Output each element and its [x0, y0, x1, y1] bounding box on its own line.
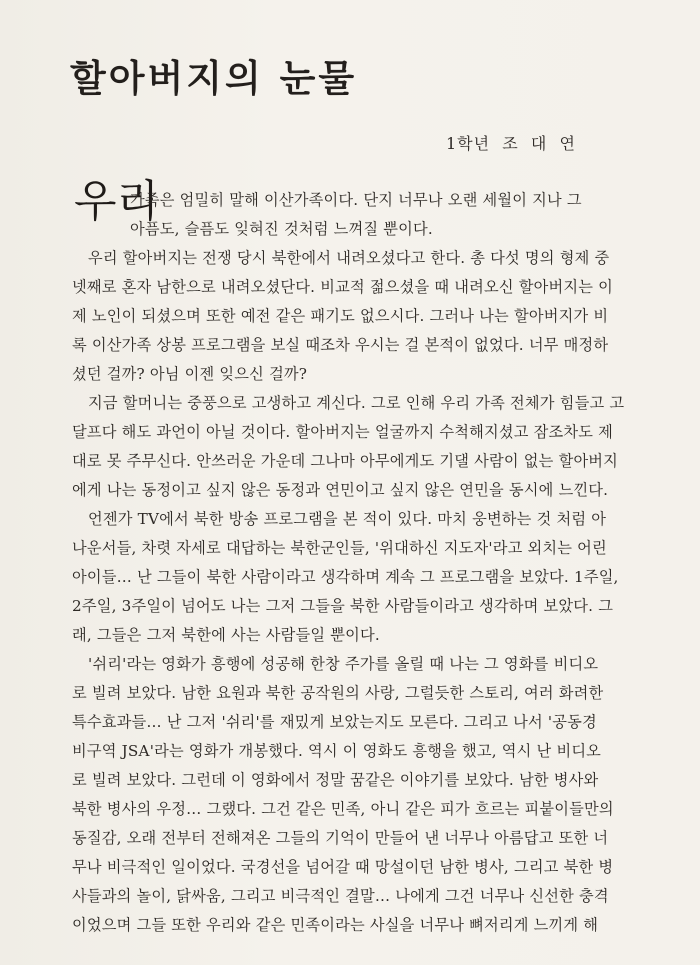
body-line: 달프다 해도 과언이 아닐 것이다. 할아버지는 얼굴까지 수척해지셨고 잠조차도 제 — [72, 423, 614, 441]
body-line: 가족은 엄밀히 말해 이산가족이다. 단지 너무나 오랜 세월이 지나 그 — [130, 191, 582, 209]
body-line: 우리 할아버지는 전쟁 당시 북한에서 내려오셨다고 한다. 총 다섯 명의 형제 중 — [88, 249, 610, 267]
body-line: 지금 할머니는 중풍으로 고생하고 계신다. 그로 인해 우리 가족 전체가 힘들고 고 — [88, 394, 625, 412]
essay-title: 할아버지의 눈물 — [70, 56, 358, 100]
body-line: 래, 그들은 그저 북한에 사는 사람들일 뿐이다. — [72, 626, 380, 644]
author-byline: 1학년 조 대 연 — [446, 134, 576, 153]
body-line: 북한 병사의 우정… 그랬다. 그건 같은 민족, 아니 같은 피가 흐르는 피붙이들만의 — [72, 800, 614, 818]
body-line: '쉬리'라는 영화가 흥행에 성공해 한창 주가를 올릴 때 나는 그 영화를 비디오 — [88, 655, 599, 673]
body-line: 언젠가 TV에서 북한 방송 프로그램을 본 적이 있다. 마치 웅변하는 것 처럼 아 — [88, 510, 607, 528]
body-line: 나운서들, 차렷 자세로 대답하는 북한군인들, '위대하신 지도자'라고 외치는 어린 — [72, 539, 607, 557]
body-line: 에게 나는 동정이고 싶지 않은 동정과 연민이고 싶지 않은 연민을 동시에 느낀다. — [72, 481, 609, 499]
body-line: 로 빌려 보았다. 그런데 이 영화에서 정말 꿈같은 이야기를 보았다. 남한 병사와 — [72, 771, 599, 789]
body-line: 비구역 JSA'라는 영화가 개봉했다. 역시 이 영화도 흥행을 했고, 역시 난 비디오 — [72, 742, 602, 760]
body-line: 동질감, 오래 전부터 전해져온 그들의 기억이 만들어 낸 너무나 아름답고 또한 너 — [72, 829, 609, 847]
body-line: 사들과의 놀이, 닭싸움, 그리고 비극적인 결말… 나에게 그건 너무나 신선한 충격 — [72, 887, 609, 905]
body-line: 아이들… 난 그들이 북한 사람이라고 생각하며 계속 그 프로그램을 보았다. 1주일, — [72, 568, 619, 586]
body-line: 특수효과들… 난 그저 '쉬리'를 재밌게 보았는지도 모른다. 그리고 나서 '공동경 — [72, 713, 597, 731]
body-line: 넷째로 혼자 남한으로 내려오셨단다. 비교적 젊으셨을 때 내려오신 할아버지는 이 — [72, 278, 614, 296]
body-line: 셨던 걸까? 아님 이젠 잊으신 걸까? — [72, 365, 308, 383]
body-line: 로 빌려 보았다. 남한 요원과 북한 공작원의 사랑, 그럴듯한 스토리, 여러 화려한 — [72, 684, 604, 702]
drop-cap: 우리 — [74, 176, 160, 227]
body-line: 무나 비극적인 일이었다. 국경선을 넘어갈 때 망설이던 남한 병사, 그리고 북한 병 — [72, 858, 614, 876]
body-line: 대로 못 주무신다. 안쓰러운 가운데 그나마 아무에게도 기댈 사람이 없는 할아버지 — [72, 452, 619, 470]
body-line: 제 노인이 되셨으며 또한 예전 같은 패기도 없으시다. 그러나 나는 할아버지가 비 — [72, 307, 609, 325]
body-line: 이었으며 그들 또한 우리와 같은 민족이라는 사실을 너무나 뼈저리게 느끼게 해 — [72, 916, 599, 934]
body-line: 아픔도, 슬픔도 잊혀진 것처럼 느껴질 뿐이다. — [130, 220, 433, 238]
body-line: 록 이산가족 상봉 프로그램을 보실 때조차 우시는 걸 본적이 없었다. 너무 매정하 — [72, 336, 609, 354]
body-line: 2주일, 3주일이 넘어도 나는 그저 그들을 북한 사람들이라고 생각하며 보았다. 그 — [72, 597, 614, 615]
